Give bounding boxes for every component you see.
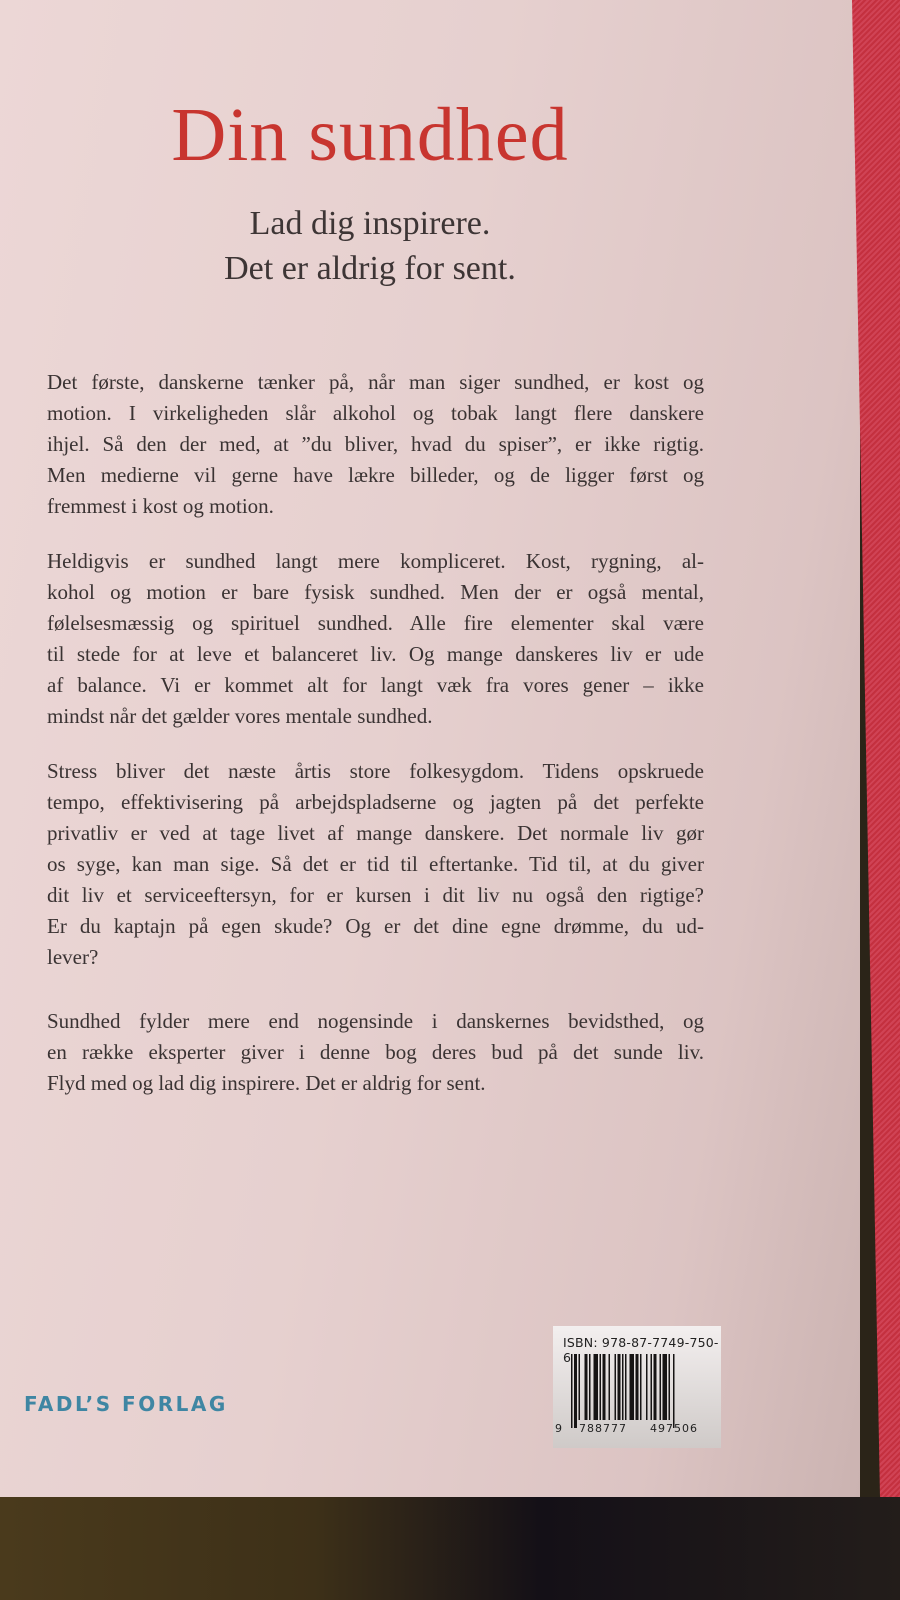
blurb-paragraph-2 bbox=[47, 546, 704, 732]
barcode-bar bbox=[630, 1354, 635, 1420]
blurb-line: Flyd med og lad dig inspirere. Det er aldrig for sent. bbox=[47, 1071, 486, 1095]
blurb-line: mindst når det gælder vores mentale sundhed. bbox=[47, 704, 433, 728]
blurb-line: Men medierne vil gerne have lækre billeder, og de ligger først og bbox=[47, 463, 704, 487]
blurb-line: Er du kaptajn på egen skude? Og er det dine egne drømme, du ud- bbox=[47, 914, 704, 938]
barcode-bar bbox=[609, 1354, 611, 1420]
background-surface bbox=[0, 1497, 900, 1600]
barcode-bar bbox=[600, 1354, 602, 1420]
blurb-line: Stress bliver det næste årtis store folkesygdom. Tidens opskruede bbox=[47, 759, 704, 783]
barcode-bar bbox=[625, 1354, 627, 1420]
book-title: Din sundhed bbox=[171, 93, 569, 177]
barcode-bar bbox=[589, 1354, 591, 1420]
barcode-bar bbox=[640, 1354, 642, 1420]
blurb-line: af balance. Vi er kommet alt for langt væk fra vores gener – ikke bbox=[47, 673, 704, 697]
blurb-line: fremmest i kost og motion. bbox=[47, 494, 274, 518]
barcode-digits-right: 497506 bbox=[650, 1422, 698, 1435]
blurb-line: Sundhed fylder mere end nogensinde i danskernes bevidsthed, og bbox=[47, 1009, 704, 1033]
barcode-bar bbox=[663, 1354, 668, 1420]
barcode-bar bbox=[618, 1354, 621, 1420]
barcode-bar bbox=[594, 1354, 599, 1420]
blurb-line: dit liv et serviceeftersyn, for er kursen i dit liv nu også den rigtige? bbox=[47, 883, 704, 907]
barcode-bar bbox=[660, 1354, 662, 1420]
blurb-line: til stede for at leve et balanceret liv. Og mange danskeres liv er ude bbox=[47, 642, 704, 666]
blurb-line: ihjel. Så den der med, at ”du bliver, hvad du spiser”, er ikke rigtig. bbox=[47, 432, 704, 456]
subtitle-line-2: Det er aldrig for sent. bbox=[224, 250, 516, 287]
blurb-line: privatliv er ved at tage livet af mange danskere. Det normale liv gør bbox=[47, 821, 704, 845]
blurb-line: kohol og motion er bare fysisk sundhed. Men der er også mental, bbox=[47, 580, 704, 604]
barcode-bar bbox=[673, 1354, 675, 1428]
blurb-line: følelsesmæssig og spirituel sundhed. Alle fire elementer skal være bbox=[47, 611, 704, 635]
barcode-bar bbox=[646, 1354, 648, 1420]
blurb-line: tempo, effektivisering på arbejdspladserne og jagten på det perfekte bbox=[47, 790, 704, 814]
barcode-bar bbox=[574, 1354, 577, 1428]
barcode-bar bbox=[603, 1354, 606, 1420]
barcode-bar bbox=[651, 1354, 653, 1420]
isbn-text: ISBN: 978-87-7749-750-6 bbox=[563, 1335, 719, 1365]
blurb-paragraph-1 bbox=[47, 367, 704, 522]
blurb-line: en række eksperter giver i denne bog deres bud på det sunde liv. bbox=[47, 1040, 704, 1064]
barcode-bar bbox=[579, 1354, 581, 1420]
blurb-line: Det første, danskerne tænker på, når man siger sundhed, er kost og bbox=[47, 370, 704, 394]
barcode bbox=[571, 1354, 715, 1428]
barcode-digits-left: 788777 bbox=[579, 1422, 627, 1435]
subtitle-line-1: Lad dig inspirere. bbox=[249, 205, 491, 242]
blurb-line: motion. I virkeligheden slår alkohol og tobak langt flere danskere bbox=[47, 401, 704, 425]
barcode-bar bbox=[615, 1354, 617, 1420]
barcode-bar bbox=[654, 1354, 657, 1420]
blurb-line: lever? bbox=[47, 945, 99, 969]
publisher-logo: FADL’S FORLAG bbox=[24, 1392, 228, 1416]
blurb-line: os syge, kan man sige. Så det er tid til eftertanke. Tid til, at du giver bbox=[47, 852, 704, 876]
barcode-bar bbox=[636, 1354, 639, 1420]
barcode-bar bbox=[585, 1354, 588, 1420]
barcode-bar bbox=[571, 1354, 573, 1428]
barcode-bar bbox=[669, 1354, 671, 1420]
blurb-paragraph-3 bbox=[47, 756, 704, 973]
blurb-paragraph-4 bbox=[47, 1006, 704, 1099]
isbn-barcode-label bbox=[553, 1326, 721, 1448]
barcode-digit-prefix: 9 bbox=[555, 1422, 562, 1435]
blurb-line: Heldigvis er sundhed langt mere kompliceret. Kost, rygning, al- bbox=[47, 549, 704, 573]
barcode-bar bbox=[622, 1354, 624, 1420]
